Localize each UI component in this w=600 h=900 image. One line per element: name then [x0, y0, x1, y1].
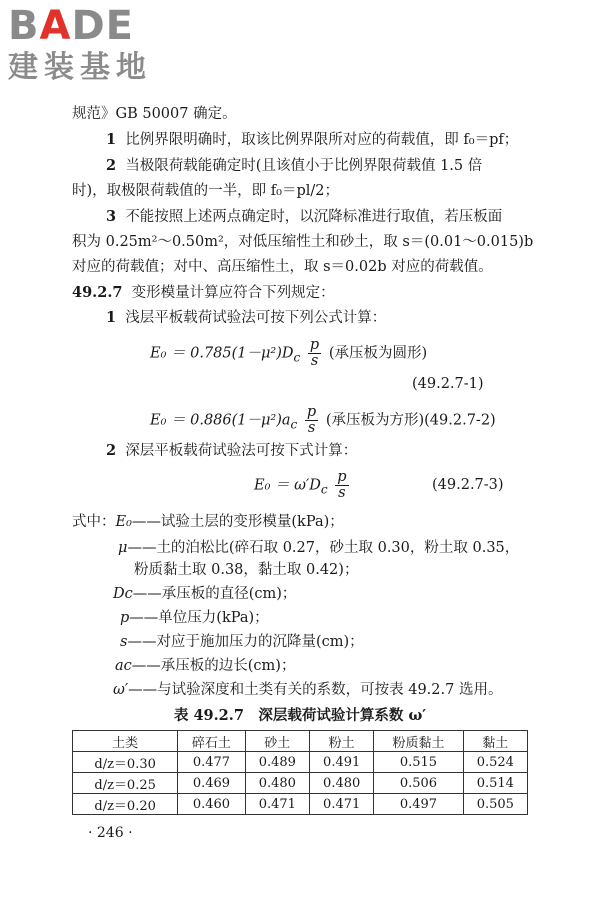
- equation-2-lhs: E₀ ＝ 0.886(1－μ²)a: [150, 412, 291, 429]
- equation-2-subscript: c: [290, 417, 298, 432]
- equation-3-number: (49.2.7-3): [432, 477, 504, 493]
- table-cell: 0.480: [309, 773, 373, 794]
- table-cell: 0.460: [178, 794, 245, 815]
- fraction-denominator: s: [338, 485, 346, 501]
- table-cell: 0.471: [245, 794, 309, 815]
- legend-dc-text: ——承压板的直径(cm)；: [132, 586, 297, 602]
- legend-intro: 式中：: [72, 514, 116, 530]
- table-row: [73, 752, 528, 773]
- coefficient-table: [72, 730, 528, 815]
- legend-p-text: ——单位压力(kPa)；: [129, 610, 269, 626]
- table-cell: d/z＝0.25: [73, 773, 178, 794]
- legend-s: [120, 632, 364, 652]
- table-header-cell: 粉质黏土: [374, 731, 463, 752]
- section-number: 49.2.7: [72, 284, 123, 301]
- equation-1-subscript: c: [293, 350, 301, 365]
- equation-1-number: (49.2.7-1): [412, 376, 484, 392]
- equation-3: [254, 470, 352, 501]
- subitem-2-text: 深层平板载荷试验法可按下式计算：: [125, 443, 358, 459]
- item-2-text: 当极限荷载能确定时(且该值小于比例界限荷载值 1.5 倍: [125, 158, 483, 174]
- section-heading: [72, 283, 335, 303]
- legend-p: [120, 608, 269, 628]
- table-cell: 0.506: [374, 773, 463, 794]
- table-cell: 0.524: [463, 752, 527, 773]
- item-3-text: 不能按照上述两点确定时，以沉降标准进行取值，若压板面: [125, 209, 503, 225]
- legend-omega-text: ——与试验深度和土类有关的系数，可按表 49.2.7 选用。: [128, 682, 503, 698]
- legend-dc: [113, 584, 296, 604]
- equation-2-note: (承压板为方形)(49.2.7-2): [325, 412, 496, 429]
- item-1: [106, 130, 518, 150]
- legend-mu-text: ——土的泊松比(碎石取 0.27，砂土取 0.30，粉土取 0.35，: [127, 540, 520, 556]
- logo-letters-de: DE: [71, 3, 134, 49]
- legend-ac-symbol: ac: [115, 658, 132, 674]
- legend-omega: [113, 680, 502, 700]
- table-header-cell: 碎石土: [178, 731, 245, 752]
- legend-mu-continuation: 粉质黏土取 0.38，黏土取 0.42)；: [134, 562, 359, 578]
- subitem-1: [106, 308, 386, 328]
- fraction-numerator: p: [309, 337, 320, 353]
- table-row: [73, 773, 528, 794]
- logo-subtitle: 建装基地: [8, 50, 152, 85]
- table-cell: 0.497: [374, 794, 463, 815]
- fraction-numerator: p: [337, 469, 347, 485]
- table-cell: d/z＝0.30: [73, 752, 178, 773]
- item-3-continuation-2: 对应的荷载值；对中、高压缩性土，取 s＝0.02b 对应的荷载值。: [72, 259, 493, 275]
- section-text: 变形模量计算应符合下列规定：: [131, 285, 335, 301]
- table-header-cell: 土类: [73, 731, 178, 752]
- logo-letter-b: B: [8, 3, 40, 49]
- legend-omega-symbol: ω′: [113, 682, 129, 698]
- table-row: [73, 794, 528, 815]
- legend-e0-text: ——试验土层的变形模量(kPa)；: [131, 514, 344, 530]
- table-cell: 0.480: [245, 773, 309, 794]
- legend-e0-symbol: E₀: [115, 514, 132, 530]
- table-header-row: [73, 731, 528, 752]
- item-3-continuation-1: 积为 0.25m²～0.50m²，对低压缩性土和砂土，取 s＝(0.01～0.015)b: [72, 234, 534, 250]
- item-1-number: 1: [106, 131, 117, 148]
- item-3: [106, 207, 502, 227]
- page-number: · 246 ·: [88, 825, 133, 841]
- table-cell: 0.515: [374, 752, 463, 773]
- equation-1: [150, 338, 427, 369]
- table-cell: 0.471: [309, 794, 373, 815]
- table-cell: d/z＝0.20: [73, 794, 178, 815]
- item-2: [106, 156, 482, 176]
- logo-wordmark: [8, 4, 178, 48]
- table-cell: 0.489: [245, 752, 309, 773]
- item-1-text: 比例界限明确时，取该比例界限所对应的荷载值，即 f₀＝pf；: [125, 132, 519, 148]
- legend-ac: [115, 656, 295, 676]
- logo-letter-a: A: [39, 3, 72, 49]
- equation-1-lhs: E₀ ＝ 0.785(1－μ²)D: [150, 345, 294, 362]
- legend-s-symbol: s: [120, 634, 128, 650]
- legend-s-text: ——对应于施加压力的沉降量(cm)；: [127, 634, 364, 650]
- equation-2: [150, 405, 496, 436]
- table-header-cell: 粉土: [309, 731, 373, 752]
- equation-1-fraction: [308, 338, 321, 369]
- legend-mu-symbol: μ: [118, 540, 128, 556]
- equation-3-lhs: E₀ ＝ ω′D: [254, 477, 321, 494]
- subitem-1-number: 1: [106, 309, 117, 326]
- table-cell: 0.491: [309, 752, 373, 773]
- legend-dc-symbol: Dc: [113, 586, 133, 602]
- table-cell: 0.469: [178, 773, 245, 794]
- fraction-numerator: p: [306, 404, 317, 420]
- table-cell: 0.477: [178, 752, 245, 773]
- legend-p-symbol: p: [120, 610, 130, 626]
- table-cell: 0.505: [463, 794, 527, 815]
- item-2-continuation: 时)，取极限荷载值的一半，即 f₀＝pl/2；: [72, 183, 339, 199]
- table-header-cell: 砂土: [245, 731, 309, 752]
- subitem-1-text: 浅层平板载荷试验法可按下列公式计算：: [125, 310, 387, 326]
- fraction-denominator: s: [310, 353, 319, 369]
- table-caption: 表 49.2.7 深层载荷试验计算系数 ω′: [173, 707, 427, 724]
- item-3-number: 3: [106, 208, 117, 225]
- fraction-denominator: s: [307, 420, 316, 436]
- table-header-cell: 黏土: [463, 731, 527, 752]
- equation-3-subscript: c: [320, 482, 328, 497]
- legend-ac-text: ——承压板的边长(cm)；: [131, 658, 296, 674]
- subitem-2-number: 2: [106, 442, 117, 459]
- item-2-number: 2: [106, 157, 117, 174]
- table-cell: 0.514: [463, 773, 527, 794]
- equation-3-fraction: [335, 470, 348, 501]
- equation-2-fraction: [305, 405, 318, 436]
- brand-logo: [8, 4, 178, 94]
- legend-mu: [118, 538, 519, 558]
- equation-1-note: (承压板为圆形): [328, 345, 428, 362]
- legend-e0: [72, 512, 344, 532]
- paragraph-continuation: 规范》GB 50007 确定。: [72, 106, 237, 122]
- subitem-2: [106, 441, 357, 461]
